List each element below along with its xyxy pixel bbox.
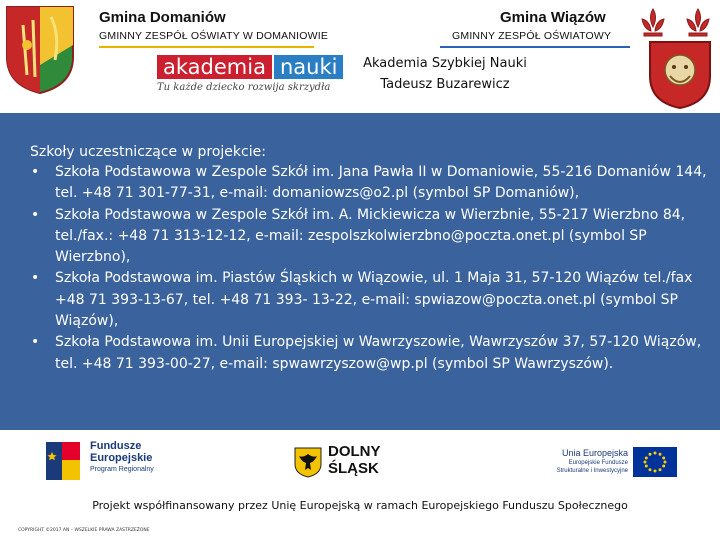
eu-flag-icon: [633, 447, 677, 477]
school-item-wawrzyszow: • Szkoła Podstawowa im. Unii Europejskiej w Wawrzyszowie, Wawrzyszów 37, 57-120 Wiązów, tel. +48 71 393-00-27, e-mail: spwawrzyszow@wp.pl (symbol SP Wawrzyszów).: [30, 332, 720, 375]
left-municipality-title: Gmina Domaniów: [99, 9, 226, 26]
fe-logo-line3: Program Regionalny: [90, 466, 154, 473]
ds-logo-line2: ŚLĄSK: [328, 460, 379, 477]
dolny-slask-eagle-icon: [293, 446, 323, 478]
eu-logo-line3: Strukturalne i Inwestycyjne: [556, 468, 628, 474]
cofinancing-note: Projekt współfinansowany przez Unię Europejską w ramach Europejskiego Funduszu Społecznego: [92, 499, 628, 512]
ds-logo-line1: DOLNY: [328, 443, 381, 460]
fe-logo-line1: Fundusze: [90, 440, 142, 452]
fundusze-europejskie-icon: [44, 440, 84, 482]
right-header-divider: [440, 46, 630, 48]
eu-logo-line2: Europejskie Fundusze: [568, 460, 628, 466]
akademia-logo-word: akademia: [157, 55, 272, 79]
school-item-domaniow: • Szkoła Podstawowa w Zespole Szkół im. Jana Pawła II w Domaniowie, 55-216 Domaniów 144, tel. +48 71 301-77-31, e-mail: domaniowzs@o2.pl (symbol SP Domaniów),: [30, 162, 720, 205]
fleur-de-lis-right-icon: [683, 7, 713, 43]
schools-list: [30, 162, 720, 375]
fe-logo-line2: Europejskie: [90, 452, 153, 464]
left-municipality-subtitle: GMINNY ZESPÓŁ OŚWIATY W DOMANIOWIE: [99, 30, 329, 42]
copyright-note: COPYRIGHT ©2017 AN – WSZELKIE PRAWA ZASTRZEŻONE: [18, 528, 150, 533]
fleur-de-lis-left-icon: [638, 7, 668, 43]
schools-heading: Szkoły uczestniczące w projekcie:: [30, 144, 266, 160]
school-item-wiazow: • Szkoła Podstawowa im. Piastów Śląskich w Wiązowie, ul. 1 Maja 31, 57-120 Wiązów tel./fax +48 71 393-13-67, tel. +48 71 393- 13-22, e-mail: spwiazow@poczta.onet.pl (symbol SP Wiązów),: [30, 268, 720, 332]
project-title-line1: Akademia Szybkiej Nauki: [363, 56, 527, 71]
eu-logo-line1: Unia Europejska: [561, 448, 628, 458]
left-header-divider: [99, 46, 314, 48]
wiazow-coat-of-arms-icon: [648, 40, 712, 110]
domaniow-coat-of-arms-icon: [5, 5, 75, 95]
right-municipality-title: Gmina Wiązów: [500, 9, 606, 26]
akademia-tagline: Tu każde dziecko rozwija skrzydła: [157, 82, 331, 93]
nauki-logo-word: nauki: [274, 55, 343, 79]
right-municipality-subtitle: GMINNY ZESPÓŁ OŚWIATOWY: [452, 30, 612, 42]
school-item-wierzbno: • Szkoła Podstawowa w Zespole Szkół im. A. Mickiewicza w Wierzbnie, 55-217 Wierzbno 84, tel./fax.: +48 71 313-12-12, e-mail: zespolszkolwierzbno@poczta.onet.pl (symbol SP Wierzbno),: [30, 205, 720, 269]
project-title-line2: Tadeusz Buzarewicz: [380, 77, 510, 92]
